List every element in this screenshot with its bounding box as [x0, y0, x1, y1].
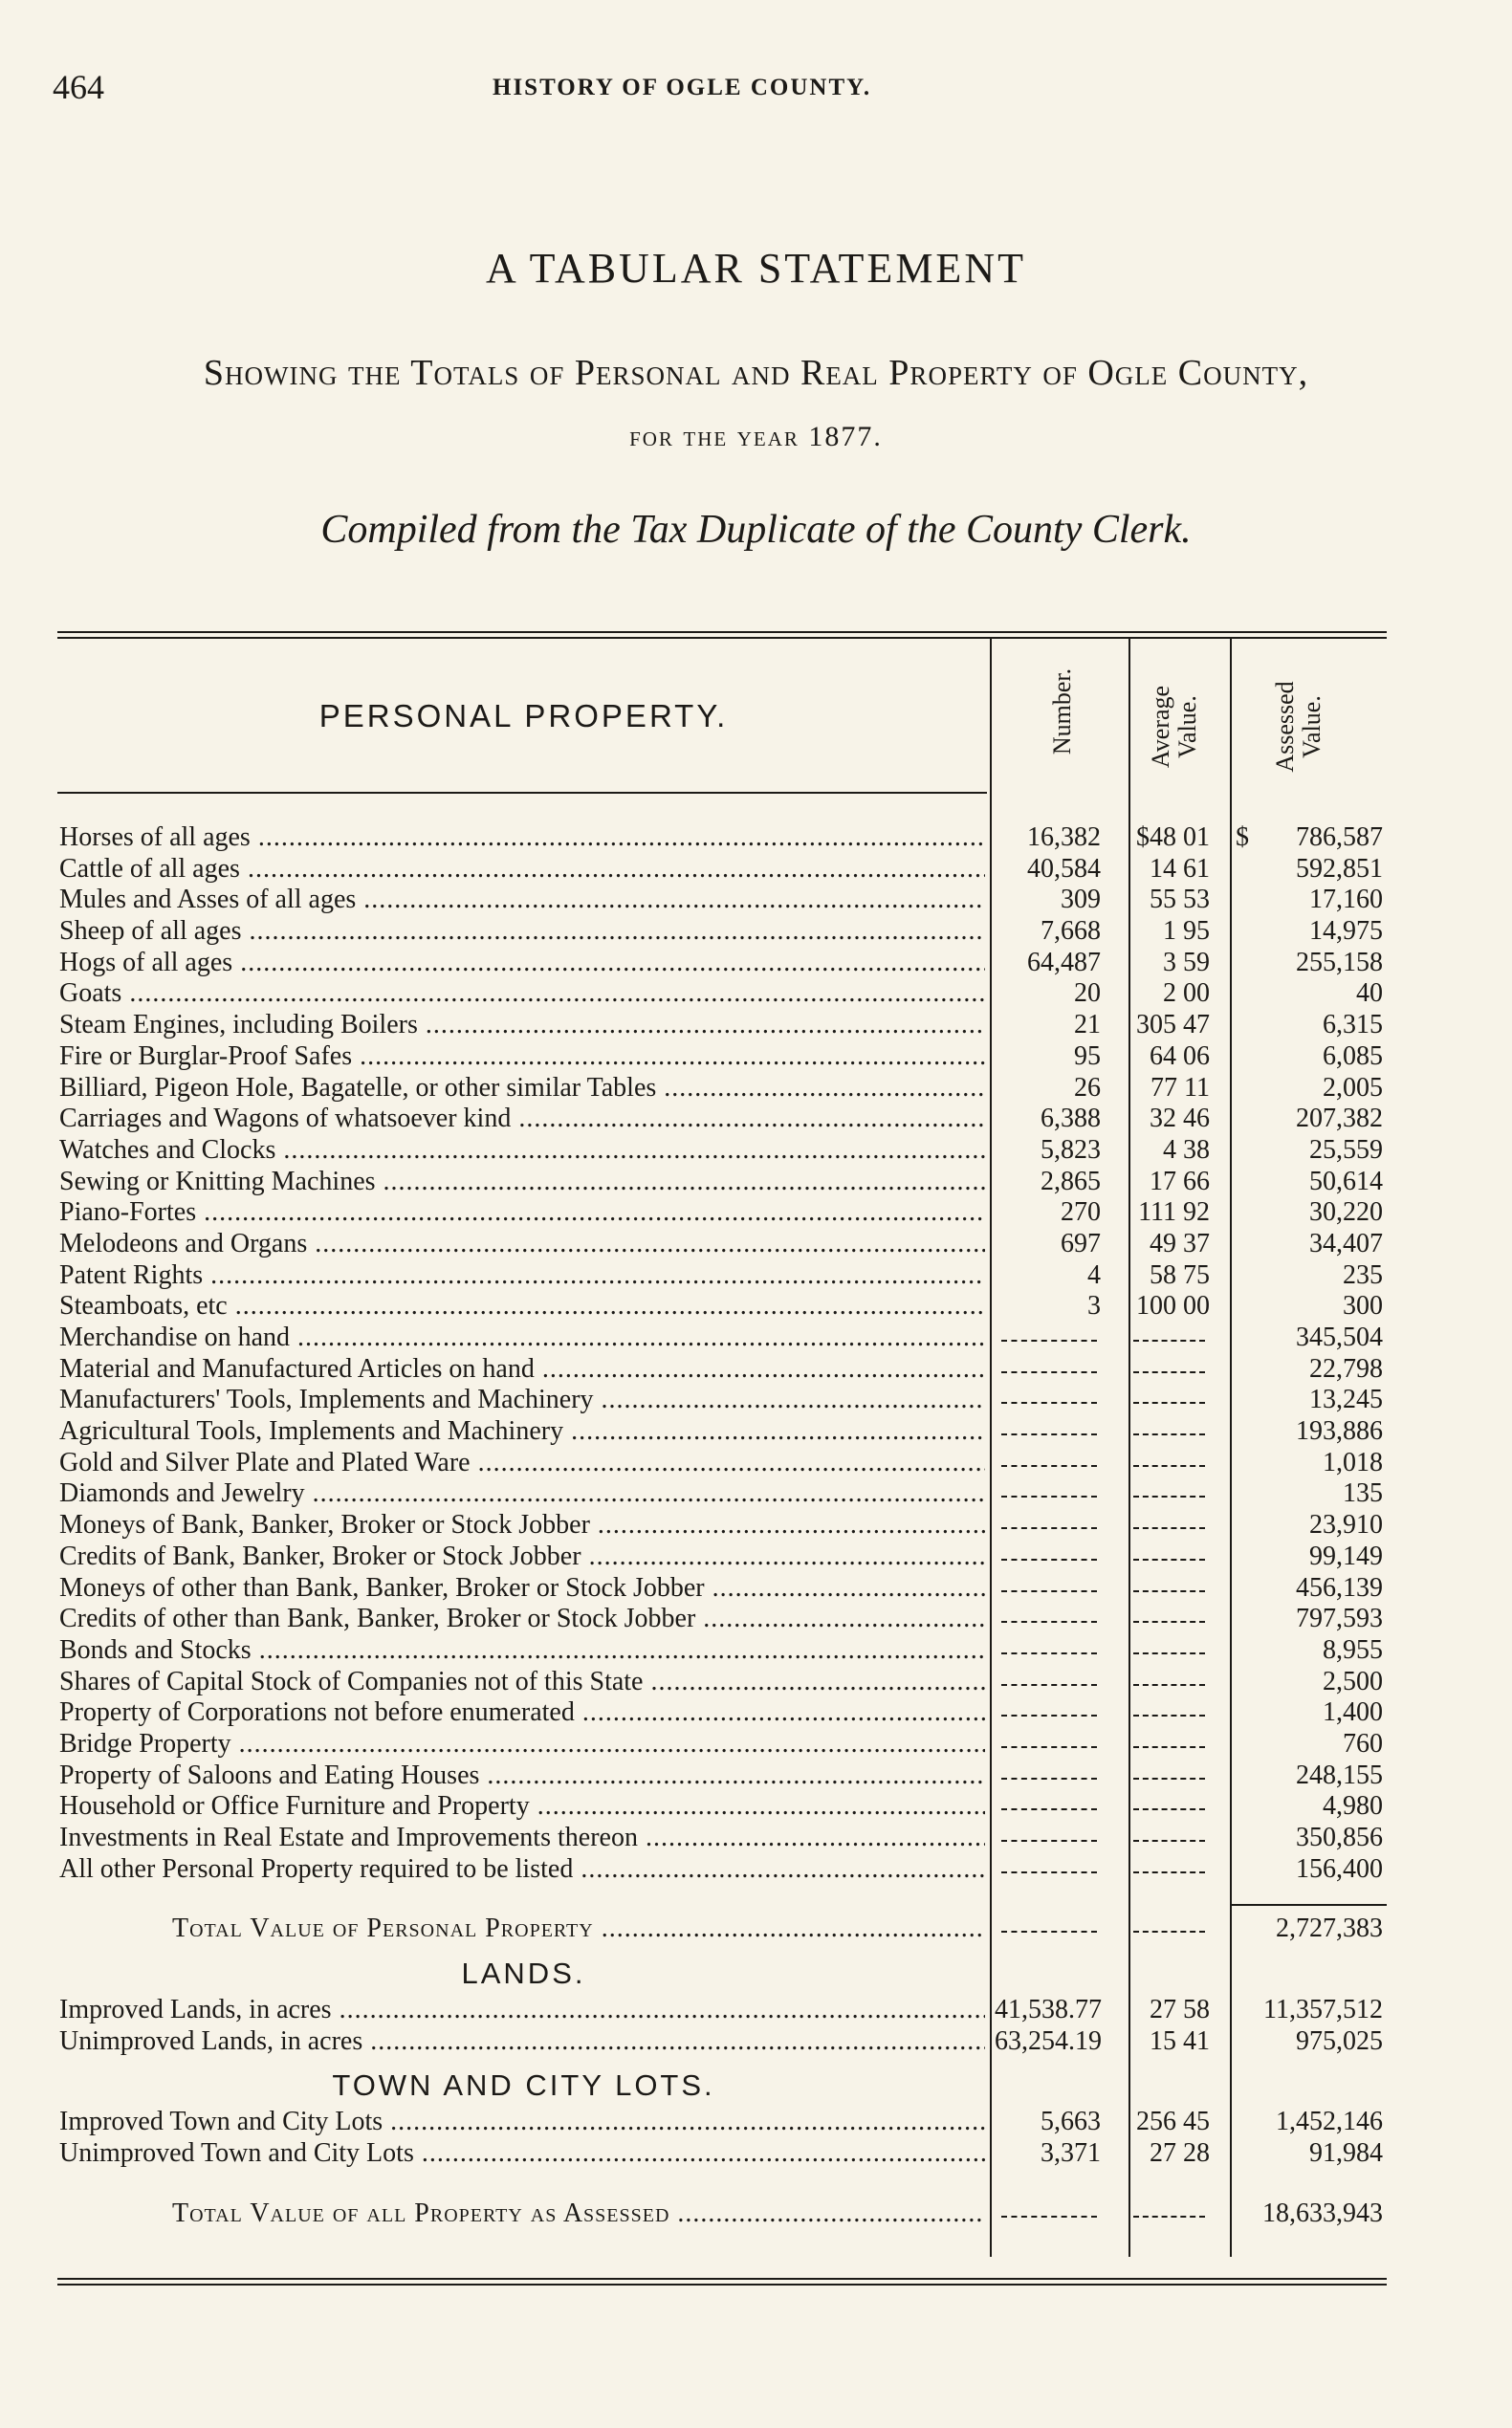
row-label: Manufacturers' Tools, Implements and Machinery ..... [59, 1385, 985, 1415]
assessed-cell: 23,910 [1309, 1510, 1383, 1541]
empty-number-dash [1001, 1559, 1097, 1561]
empty-number-dash [1001, 1340, 1097, 1342]
number-cell: 3,371 [1041, 2138, 1101, 2169]
dollar-sign: $ [1236, 822, 1249, 852]
row-label: Total Value of all Property as Assessed ..... [172, 2198, 985, 2229]
empty-average-dash [1133, 1931, 1205, 1933]
assessed-cell: 18,633,943 [1262, 2198, 1383, 2228]
assessed-cell: 1,452,146 [1276, 2107, 1383, 2137]
row-label: Household or Office Furniture and Property ..... [59, 1791, 985, 1822]
table-bottom-rule-2 [57, 2284, 1387, 2286]
average-cell: 55 53 [1150, 885, 1210, 915]
personal-property-heading: PERSONAL PROPERTY. [318, 698, 729, 733]
property-table [57, 631, 1387, 2286]
number-cell: 7,668 [1041, 916, 1101, 947]
empty-number-dash [1001, 1746, 1097, 1748]
row-label: Watches and Clocks ..... [59, 1135, 985, 1166]
row-label: Total Value of Personal Property ..... [172, 1914, 985, 1944]
row-label: Gold and Silver Plate and Plated Ware ..... [59, 1448, 985, 1478]
assessed-cell: 1,018 [1323, 1447, 1383, 1477]
table-row [57, 1167, 1387, 1198]
empty-number-dash [1001, 2216, 1097, 2218]
empty-number-dash [1001, 1808, 1097, 1810]
table-row [57, 1135, 1387, 1167]
table-row [57, 1667, 1387, 1698]
assessed-cell: 99,149 [1309, 1541, 1383, 1571]
table-row [57, 1354, 1387, 1386]
assessed-cell: 760 [1343, 1728, 1383, 1759]
average-cell: 27 28 [1150, 2138, 1210, 2169]
table-row [57, 1510, 1387, 1542]
number-cell: 3 [1087, 1291, 1101, 1322]
row-label: Cattle of all ages ..... [59, 854, 985, 885]
assessed-cell: 193,886 [1296, 1416, 1383, 1447]
row-label: Credits of Bank, Banker, Broker or Stock Jobber ..... [59, 1542, 985, 1572]
number-cell: 5,823 [1041, 1134, 1101, 1165]
table-row [57, 916, 1387, 948]
average-cell: 305 47 [1136, 1010, 1210, 1040]
table-row [57, 1791, 1387, 1823]
assessed-cell: 1,400 [1323, 1697, 1383, 1728]
table-row [57, 1385, 1387, 1416]
page-number: 464 [53, 68, 104, 106]
assessed-cell: 11,357,512 [1263, 1995, 1383, 2025]
table-row [57, 1604, 1387, 1635]
assessed-cell: 248,155 [1296, 1760, 1383, 1790]
assessed-cell: 2,727,383 [1276, 1914, 1383, 1944]
empty-average-dash [1133, 1808, 1205, 1810]
table-row [57, 1995, 1387, 2026]
running-head [53, 67, 1430, 115]
table-row [57, 1260, 1387, 1292]
assessed-cell: 4,980 [1323, 1791, 1383, 1822]
average-cell: 58 75 [1150, 1259, 1210, 1290]
number-cell: 697 [1061, 1228, 1101, 1258]
row-label: Agricultural Tools, Implements and Machinery ..... [59, 1416, 985, 1447]
spacer [57, 2170, 1387, 2198]
table-row [57, 854, 1387, 886]
empty-number-dash [1001, 1527, 1097, 1529]
table-row [57, 1229, 1387, 1260]
empty-average-dash [1133, 1402, 1205, 1404]
running-title: HISTORY OF OGLE COUNTY. [493, 75, 872, 100]
empty-number-dash [1001, 1684, 1097, 1686]
number-cell: 95 [1074, 1040, 1101, 1071]
year-line: for the year 1877. [629, 421, 883, 452]
table-row [57, 822, 1387, 854]
assessed-cell: 17,160 [1309, 885, 1383, 915]
assessed-cell: 30,220 [1309, 1197, 1383, 1228]
row-label: Moneys of Bank, Banker, Broker or Stock Jobber ..... [59, 1510, 985, 1541]
row-label: Shares of Capital Stock of Companies not of this State ..... [59, 1667, 985, 1697]
row-label: Hogs of all ages ..... [59, 948, 985, 978]
table-top-rule-2 [57, 637, 1387, 639]
empty-average-dash [1133, 1715, 1205, 1717]
average-cell: 111 92 [1138, 1197, 1210, 1228]
row-label: Diamonds and Jewelry ..... [59, 1478, 985, 1509]
average-cell: 27 58 [1150, 1995, 1210, 2025]
number-cell: 40,584 [1027, 853, 1101, 884]
number-cell: 4 [1087, 1259, 1101, 1290]
number-cell: 64,487 [1027, 947, 1101, 977]
assessed-cell: 40 [1356, 978, 1383, 1009]
empty-average-dash [1133, 1746, 1205, 1748]
average-cell: 3 59 [1163, 947, 1210, 977]
table-row [57, 1197, 1387, 1229]
row-label: Improved Lands, in acres ..... [59, 1995, 985, 2025]
assessed-cell: 14,975 [1309, 916, 1383, 947]
table-bottom-rule [57, 2278, 1387, 2280]
grand-total-row [57, 2198, 1387, 2230]
average-cell: 1 95 [1163, 916, 1210, 947]
row-label: Goats ..... [59, 978, 985, 1009]
row-label: Sheep of all ages ..... [59, 916, 985, 947]
row-label: Merchandise on hand ..... [59, 1323, 985, 1353]
average-cell: $48 01 [1136, 822, 1210, 852]
main-title: A TABULAR STATEMENT [486, 245, 1026, 292]
table-row [57, 885, 1387, 916]
row-label: Steam Engines, including Boilers ..... [59, 1010, 985, 1040]
row-label: Bridge Property ..... [59, 1729, 985, 1760]
table-row [57, 1729, 1387, 1761]
row-label: Sewing or Knitting Machines ..... [59, 1167, 985, 1197]
average-cell: 14 61 [1150, 853, 1210, 884]
empty-number-dash [1001, 1371, 1097, 1373]
assessed-cell: 300 [1343, 1291, 1383, 1322]
table-row [57, 1478, 1387, 1510]
table-row [57, 1073, 1387, 1105]
assessed-cell: 22,798 [1309, 1353, 1383, 1384]
table-row [57, 1104, 1387, 1135]
average-cell: 100 00 [1136, 1291, 1210, 1322]
average-cell: 64 06 [1150, 1040, 1210, 1071]
assessed-cell: 25,559 [1309, 1134, 1383, 1165]
assessed-cell: 975,025 [1296, 2025, 1383, 2056]
subtitle: Showing the Totals of Personal and Real Property of Ogle County, [203, 353, 1309, 393]
empty-average-dash [1133, 2216, 1205, 2218]
table-row [57, 1448, 1387, 1479]
number-cell: 270 [1061, 1197, 1101, 1228]
number-cell: 5,663 [1041, 2107, 1101, 2137]
assessed-cell: 34,407 [1309, 1228, 1383, 1258]
empty-average-dash [1133, 1371, 1205, 1373]
empty-number-dash [1001, 1590, 1097, 1592]
assessed-cell: 2,500 [1323, 1666, 1383, 1696]
table-row [57, 1323, 1387, 1354]
empty-number-dash [1001, 1496, 1097, 1498]
table-row [57, 1041, 1387, 1073]
row-label: Carriages and Wagons of whatsoever kind ..... [59, 1104, 985, 1134]
number-cell: 20 [1074, 978, 1101, 1009]
empty-number-dash [1001, 1871, 1097, 1873]
empty-number-dash [1001, 1433, 1097, 1435]
spacer [57, 1885, 1387, 1914]
assessed-cell: 2,005 [1323, 1072, 1383, 1103]
assessed-cell: 786,587 [1296, 822, 1383, 852]
empty-average-dash [1133, 1684, 1205, 1686]
row-label: Material and Manufactured Articles on hand ..... [59, 1354, 985, 1385]
empty-average-dash [1133, 1465, 1205, 1467]
average-cell: 32 46 [1150, 1104, 1210, 1134]
lands-heading: LANDS. [461, 1957, 586, 1991]
average-cell: 2 00 [1163, 978, 1210, 1009]
empty-number-dash [1001, 1465, 1097, 1467]
empty-number-dash [1001, 1715, 1097, 1717]
row-label: Fire or Burglar-Proof Safes ..... [59, 1041, 985, 1072]
number-cell: 63,254.19 [995, 2025, 1102, 2056]
assessed-cell: 6,085 [1323, 1040, 1383, 1071]
row-label: Piano-Fortes ..... [59, 1197, 985, 1228]
table-row [57, 978, 1387, 1010]
empty-number-dash [1001, 1621, 1097, 1623]
table-row [57, 1761, 1387, 1792]
table-row [57, 1854, 1387, 1886]
assessed-cell: 797,593 [1296, 1604, 1383, 1634]
empty-number-dash [1001, 1652, 1097, 1654]
header-underline [57, 792, 987, 794]
row-label: Moneys of other than Bank, Banker, Broker or Stock Jobber ..... [59, 1573, 985, 1604]
empty-number-dash [1001, 1840, 1097, 1842]
empty-number-dash [1001, 1778, 1097, 1780]
assessed-cell: 8,955 [1323, 1634, 1383, 1665]
assessed-cell: 50,614 [1309, 1166, 1383, 1196]
average-cell: 256 45 [1136, 2107, 1210, 2137]
empty-average-dash [1133, 1590, 1205, 1592]
empty-average-dash [1133, 1871, 1205, 1873]
empty-average-dash [1133, 1433, 1205, 1435]
column-header-number: Number. [1048, 667, 1076, 755]
number-cell: 309 [1061, 885, 1101, 915]
table-row [57, 1542, 1387, 1573]
empty-average-dash [1133, 1340, 1205, 1342]
empty-average-dash [1133, 1778, 1205, 1780]
table-row [57, 1823, 1387, 1854]
table-body [57, 822, 1387, 2230]
number-cell: 16,382 [1027, 822, 1101, 852]
number-cell: 21 [1074, 1010, 1101, 1040]
assessed-cell: 91,984 [1309, 2138, 1383, 2169]
row-label: Investments in Real Estate and Improvements thereon ..... [59, 1823, 985, 1853]
assessed-cell: 255,158 [1296, 947, 1383, 977]
table-row [57, 1010, 1387, 1041]
table-row [57, 1291, 1387, 1323]
column-header-assessed: Assessed Value. [1271, 681, 1326, 773]
column-header-average: Average Value. [1147, 685, 1201, 769]
row-label: Mules and Asses of all ages ..... [59, 885, 985, 915]
row-label: Property of Corporations not before enumerated ..... [59, 1697, 985, 1728]
table-row [57, 1635, 1387, 1667]
empty-average-dash [1133, 1496, 1205, 1498]
row-label: Credits of other than Bank, Banker, Broker or Stock Jobber ..... [59, 1604, 985, 1634]
average-cell: 4 38 [1163, 1134, 1210, 1165]
row-label: Steamboats, etc ..... [59, 1291, 985, 1322]
town-lots-heading: TOWN AND CITY LOTS. [332, 2068, 715, 2103]
table-row [57, 1573, 1387, 1605]
number-cell: 6,388 [1041, 1104, 1101, 1134]
table-row [57, 2138, 1387, 2170]
compiled-note: Compiled from the Tax Duplicate of the County Clerk. [320, 508, 1192, 552]
assessed-cell: 135 [1343, 1478, 1383, 1509]
average-cell: 17 66 [1150, 1166, 1210, 1196]
empty-average-dash [1133, 1559, 1205, 1561]
row-label: Billiard, Pigeon Hole, Bagatelle, or other similar Tables ..... [59, 1073, 985, 1104]
table-row [57, 2026, 1387, 2058]
assessed-cell: 345,504 [1296, 1323, 1383, 1352]
row-label: All other Personal Property required to be listed ..... [59, 1854, 985, 1885]
row-label: Unimproved Town and City Lots ..... [59, 2138, 985, 2169]
sum-rule [1230, 1904, 1387, 1906]
row-label: Patent Rights ..... [59, 1260, 985, 1291]
average-cell: 77 11 [1150, 1072, 1210, 1103]
row-label: Horses of all ages ..... [59, 822, 985, 853]
empty-number-dash [1001, 1402, 1097, 1404]
number-cell: 41,538.77 [995, 1995, 1102, 2025]
number-cell: 2,865 [1041, 1166, 1101, 1196]
assessed-cell: 235 [1343, 1259, 1383, 1290]
row-label: Unimproved Lands, in acres ..... [59, 2026, 985, 2057]
table-row [57, 948, 1387, 979]
empty-average-dash [1133, 1652, 1205, 1654]
empty-number-dash [1001, 1931, 1097, 1933]
assessed-cell: 207,382 [1296, 1104, 1383, 1134]
assessed-cell: 592,851 [1296, 853, 1383, 884]
table-row [57, 1697, 1387, 1729]
table-top-rule [57, 631, 1387, 633]
table-row [57, 2107, 1387, 2138]
assessed-cell: 350,856 [1296, 1823, 1383, 1852]
assessed-cell: 6,315 [1323, 1010, 1383, 1040]
assessed-cell: 13,245 [1309, 1385, 1383, 1415]
row-label: Bonds and Stocks ..... [59, 1635, 985, 1666]
empty-average-dash [1133, 1840, 1205, 1842]
assessed-cell: 456,139 [1296, 1572, 1383, 1603]
number-cell: 26 [1074, 1072, 1101, 1103]
assessed-cell: 156,400 [1296, 1853, 1383, 1884]
table-row [57, 1416, 1387, 1448]
average-cell: 49 37 [1150, 1228, 1210, 1258]
average-cell: 15 41 [1150, 2025, 1210, 2056]
row-label: Melodeons and Organs ..... [59, 1229, 985, 1259]
row-label: Property of Saloons and Eating Houses ..... [59, 1761, 985, 1791]
empty-average-dash [1133, 1621, 1205, 1623]
personal-total-row [57, 1914, 1387, 1945]
row-label: Improved Town and City Lots ..... [59, 2107, 985, 2137]
empty-average-dash [1133, 1527, 1205, 1529]
